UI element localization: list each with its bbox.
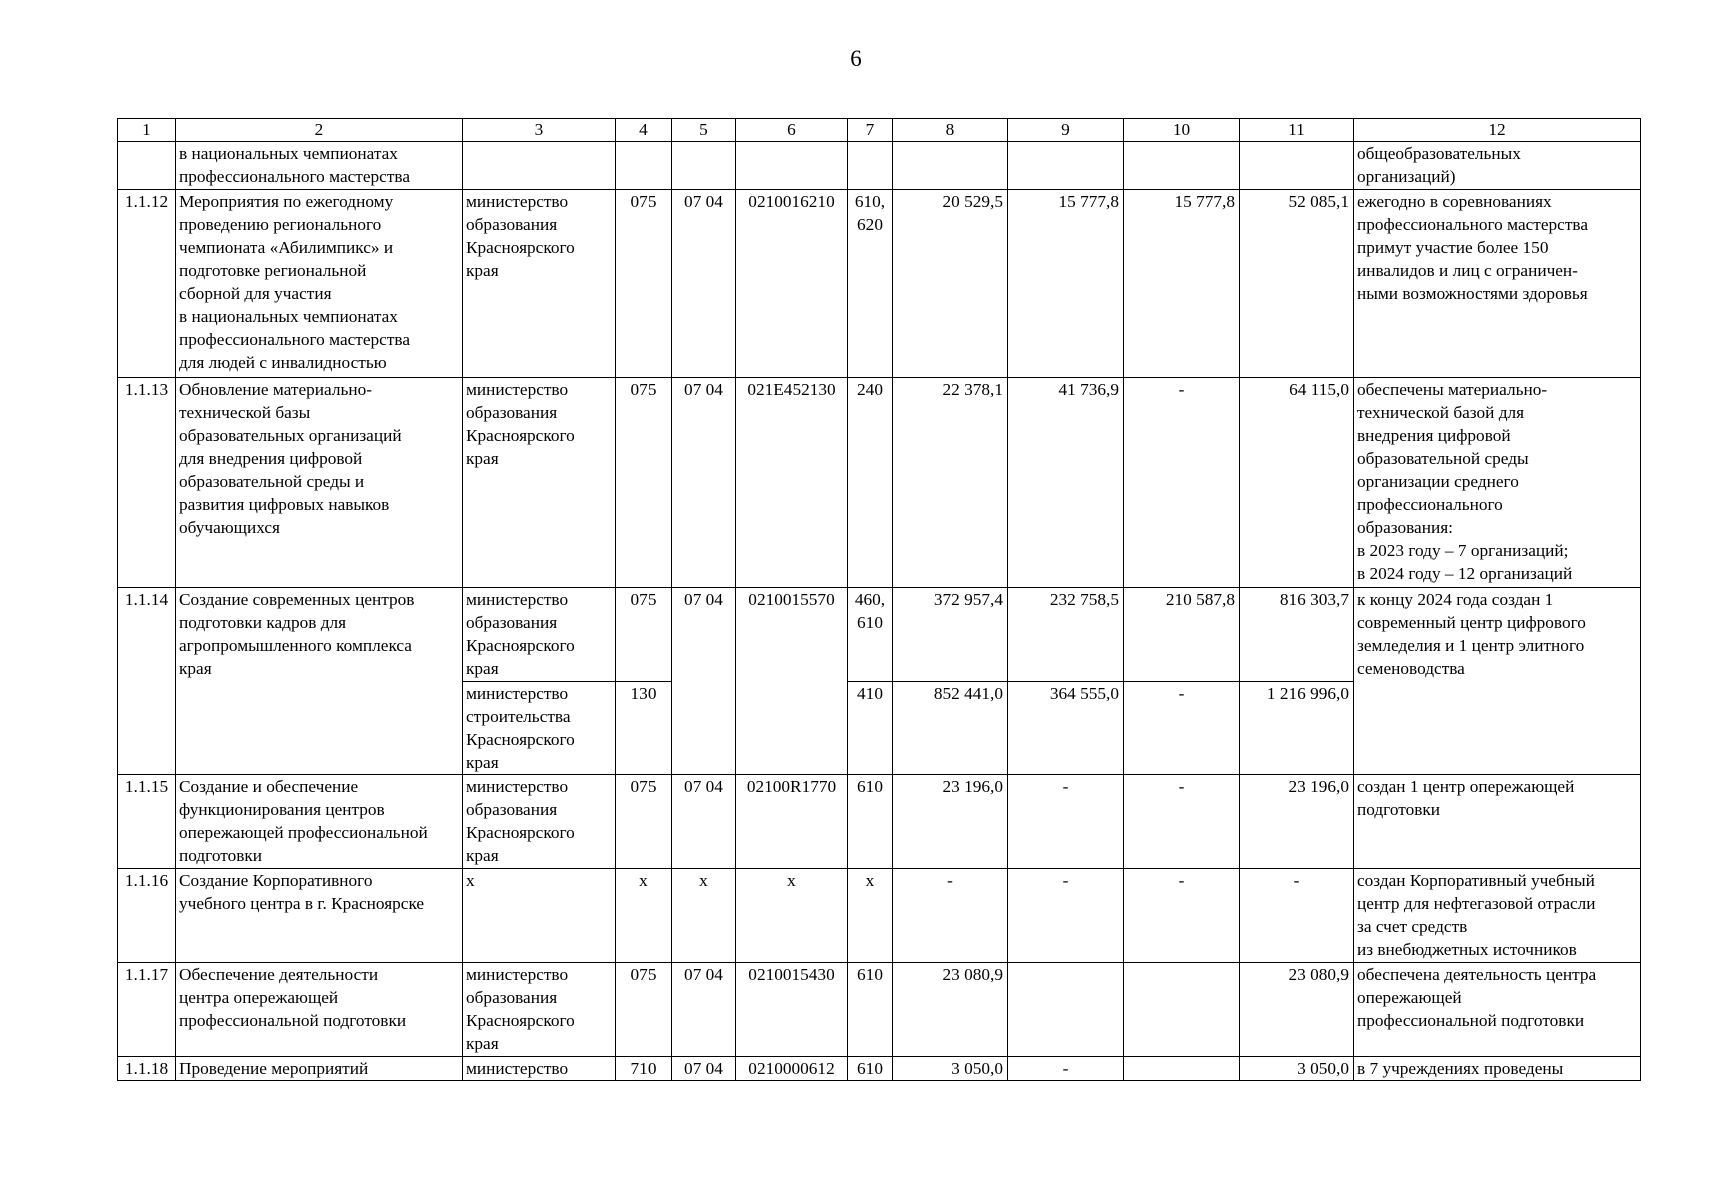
amount-2023: 3 050,0 bbox=[893, 1057, 1008, 1081]
column-number: 12 bbox=[1354, 119, 1641, 142]
expense-type-code: 410 bbox=[848, 682, 893, 775]
amount-2023: 23 196,0 bbox=[893, 775, 1008, 869]
grbs-code: 075 bbox=[616, 775, 672, 869]
amount-2024: 364 555,0 bbox=[1008, 682, 1124, 775]
row-id: 1.1.16 bbox=[118, 869, 176, 963]
amount-total bbox=[1240, 142, 1354, 190]
amount-total: 23 080,9 bbox=[1240, 963, 1354, 1057]
section-code: 07 04 bbox=[672, 1057, 736, 1081]
amount-total: 1 216 996,0 bbox=[1240, 682, 1354, 775]
grbs-code: 075 bbox=[616, 588, 672, 682]
responsible-org: министерство образования Красноярского края bbox=[463, 378, 616, 588]
table-row bbox=[118, 588, 1641, 682]
expected-result: создан 1 центр опережающей подготовки bbox=[1354, 775, 1641, 869]
amount-2023: - bbox=[893, 869, 1008, 963]
amount-2024: 41 736,9 bbox=[1008, 378, 1124, 588]
responsible-org: министерство образования Красноярского края bbox=[463, 775, 616, 869]
target-article-code: 0210015430 bbox=[736, 963, 848, 1057]
activity-name: в национальных чемпионатах профессионального мастерства bbox=[176, 142, 463, 190]
column-number: 9 bbox=[1008, 119, 1124, 142]
amount-2024: - bbox=[1008, 775, 1124, 869]
target-article-code: 0210000612 bbox=[736, 1057, 848, 1081]
grbs-code bbox=[616, 142, 672, 190]
amount-2023: 22 378,1 bbox=[893, 378, 1008, 588]
expected-result: обеспечена деятельность центра опережающей профессиональной подготовки bbox=[1354, 963, 1641, 1057]
responsible-org: министерство строительства Красноярского края bbox=[463, 682, 616, 775]
column-number: 6 bbox=[736, 119, 848, 142]
grbs-code: 710 bbox=[616, 1057, 672, 1081]
amount-2025: - bbox=[1124, 775, 1240, 869]
expense-type-code: 610 bbox=[848, 775, 893, 869]
row-id: 1.1.14 bbox=[118, 588, 176, 775]
row-id: 1.1.13 bbox=[118, 378, 176, 588]
activity-name: Проведение мероприятий bbox=[176, 1057, 463, 1081]
amount-2024: 232 758,5 bbox=[1008, 588, 1124, 682]
amount-2023: 372 957,4 bbox=[893, 588, 1008, 682]
expense-type-code: 460, 610 bbox=[848, 588, 893, 682]
column-number: 8 bbox=[893, 119, 1008, 142]
grbs-code: 130 bbox=[616, 682, 672, 775]
amount-total: 52 085,1 bbox=[1240, 190, 1354, 378]
expected-result: обеспечены материально- технической базой для внедрения цифровой образовательной среды организации среднего профессионального образования: в 2023 году – 7 организаций; в 2024 году – 12 организаций bbox=[1354, 378, 1641, 588]
amount-2025: - bbox=[1124, 869, 1240, 963]
page-number: 6 bbox=[850, 46, 862, 71]
responsible-org: министерство образования Красноярского края bbox=[463, 190, 616, 378]
grbs-code: 075 bbox=[616, 190, 672, 378]
amount-2023: 20 529,5 bbox=[893, 190, 1008, 378]
responsible-org bbox=[463, 142, 616, 190]
expense-type-code: 610, 620 bbox=[848, 190, 893, 378]
activity-name: Создание Корпоративного учебного центра в г. Красноярске bbox=[176, 869, 463, 963]
expense-type-code: 240 bbox=[848, 378, 893, 588]
grbs-code: 075 bbox=[616, 963, 672, 1057]
amount-2025: 15 777,8 bbox=[1124, 190, 1240, 378]
amount-2025 bbox=[1124, 963, 1240, 1057]
column-number: 2 bbox=[176, 119, 463, 142]
target-article-code: 0210016210 bbox=[736, 190, 848, 378]
expense-type-code: х bbox=[848, 869, 893, 963]
expected-result: создан Корпоративный учебный центр для нефтегазовой отрасли за счет средств из внебюджетных источников bbox=[1354, 869, 1641, 963]
row-id: 1.1.15 bbox=[118, 775, 176, 869]
table-row bbox=[118, 775, 1641, 869]
table-row bbox=[118, 963, 1641, 1057]
amount-2024: - bbox=[1008, 869, 1124, 963]
column-number: 1 bbox=[118, 119, 176, 142]
activity-name: Создание современных центров подготовки кадров для агропромышленного комплекса края bbox=[176, 588, 463, 775]
column-number: 10 bbox=[1124, 119, 1240, 142]
table-row bbox=[118, 190, 1641, 378]
amount-2025: 210 587,8 bbox=[1124, 588, 1240, 682]
amount-2024: - bbox=[1008, 1057, 1124, 1081]
responsible-org: министерство образования Красноярского края bbox=[463, 588, 616, 682]
table-row bbox=[118, 869, 1641, 963]
section-code: 07 04 bbox=[672, 963, 736, 1057]
activity-name: Мероприятия по ежегодному проведению регионального чемпионата «Абилимпикс» и подготовке региональной сборной для участия в национальных чемпионатах профессионального мастерства для людей с инвалидностью bbox=[176, 190, 463, 378]
amount-2025 bbox=[1124, 1057, 1240, 1081]
amount-2024 bbox=[1008, 142, 1124, 190]
target-article-code bbox=[736, 142, 848, 190]
expense-type-code: 610 bbox=[848, 1057, 893, 1081]
section-code: 07 04 bbox=[672, 775, 736, 869]
grbs-code: 075 bbox=[616, 378, 672, 588]
responsible-org: министерство bbox=[463, 1057, 616, 1081]
target-article-code: 02100R1770 bbox=[736, 775, 848, 869]
section-code bbox=[672, 142, 736, 190]
amount-2025 bbox=[1124, 142, 1240, 190]
table-row bbox=[118, 142, 1641, 190]
section-code: 07 04 bbox=[672, 588, 736, 775]
amount-2024: 15 777,8 bbox=[1008, 190, 1124, 378]
column-number: 5 bbox=[672, 119, 736, 142]
program-activities-table bbox=[117, 118, 1641, 1081]
expected-result: ежегодно в соревнованиях профессионального мастерства примут участие более 150 инвалидов и лиц с ограничен- ными возможностями здоровья bbox=[1354, 190, 1641, 378]
column-number: 4 bbox=[616, 119, 672, 142]
expected-result: общеобразовательных организаций) bbox=[1354, 142, 1641, 190]
responsible-org: министерство образования Красноярского края bbox=[463, 963, 616, 1057]
amount-total: 23 196,0 bbox=[1240, 775, 1354, 869]
expense-type-code bbox=[848, 142, 893, 190]
amount-2023: 852 441,0 bbox=[893, 682, 1008, 775]
target-article-code: х bbox=[736, 869, 848, 963]
expense-type-code: 610 bbox=[848, 963, 893, 1057]
column-number-row bbox=[118, 119, 1641, 142]
amount-total: 64 115,0 bbox=[1240, 378, 1354, 588]
amount-2023: 23 080,9 bbox=[893, 963, 1008, 1057]
row-id: 1.1.18 bbox=[118, 1057, 176, 1081]
responsible-org: х bbox=[463, 869, 616, 963]
section-code: 07 04 bbox=[672, 378, 736, 588]
row-id: 1.1.17 bbox=[118, 963, 176, 1057]
amount-total: 3 050,0 bbox=[1240, 1057, 1354, 1081]
amount-2025: - bbox=[1124, 378, 1240, 588]
column-number: 3 bbox=[463, 119, 616, 142]
activity-name: Обеспечение деятельности центра опережающей профессиональной подготовки bbox=[176, 963, 463, 1057]
section-code: 07 04 bbox=[672, 190, 736, 378]
grbs-code: х bbox=[616, 869, 672, 963]
column-number: 11 bbox=[1240, 119, 1354, 142]
amount-total: 816 303,7 bbox=[1240, 588, 1354, 682]
amount-total: - bbox=[1240, 869, 1354, 963]
column-number: 7 bbox=[848, 119, 893, 142]
table-row bbox=[118, 1057, 1641, 1081]
amount-2023 bbox=[893, 142, 1008, 190]
row-id bbox=[118, 142, 176, 190]
row-id: 1.1.12 bbox=[118, 190, 176, 378]
expected-result: к концу 2024 года создан 1 современный центр цифрового земледелия и 1 центр элитного семеноводства bbox=[1354, 588, 1641, 775]
target-article-code: 0210015570 bbox=[736, 588, 848, 775]
activity-name: Создание и обеспечение функционирования центров опережающей профессиональной подготовки bbox=[176, 775, 463, 869]
expected-result: в 7 учреждениях проведены bbox=[1354, 1057, 1641, 1081]
section-code: х bbox=[672, 869, 736, 963]
target-article-code: 021E452130 bbox=[736, 378, 848, 588]
amount-2024 bbox=[1008, 963, 1124, 1057]
activity-name: Обновление материально- технической базы образовательных организаций для внедрения цифровой образовательной среды и развития цифровых навыков обучающихся bbox=[176, 378, 463, 588]
table-row bbox=[118, 378, 1641, 588]
amount-2025: - bbox=[1124, 682, 1240, 775]
